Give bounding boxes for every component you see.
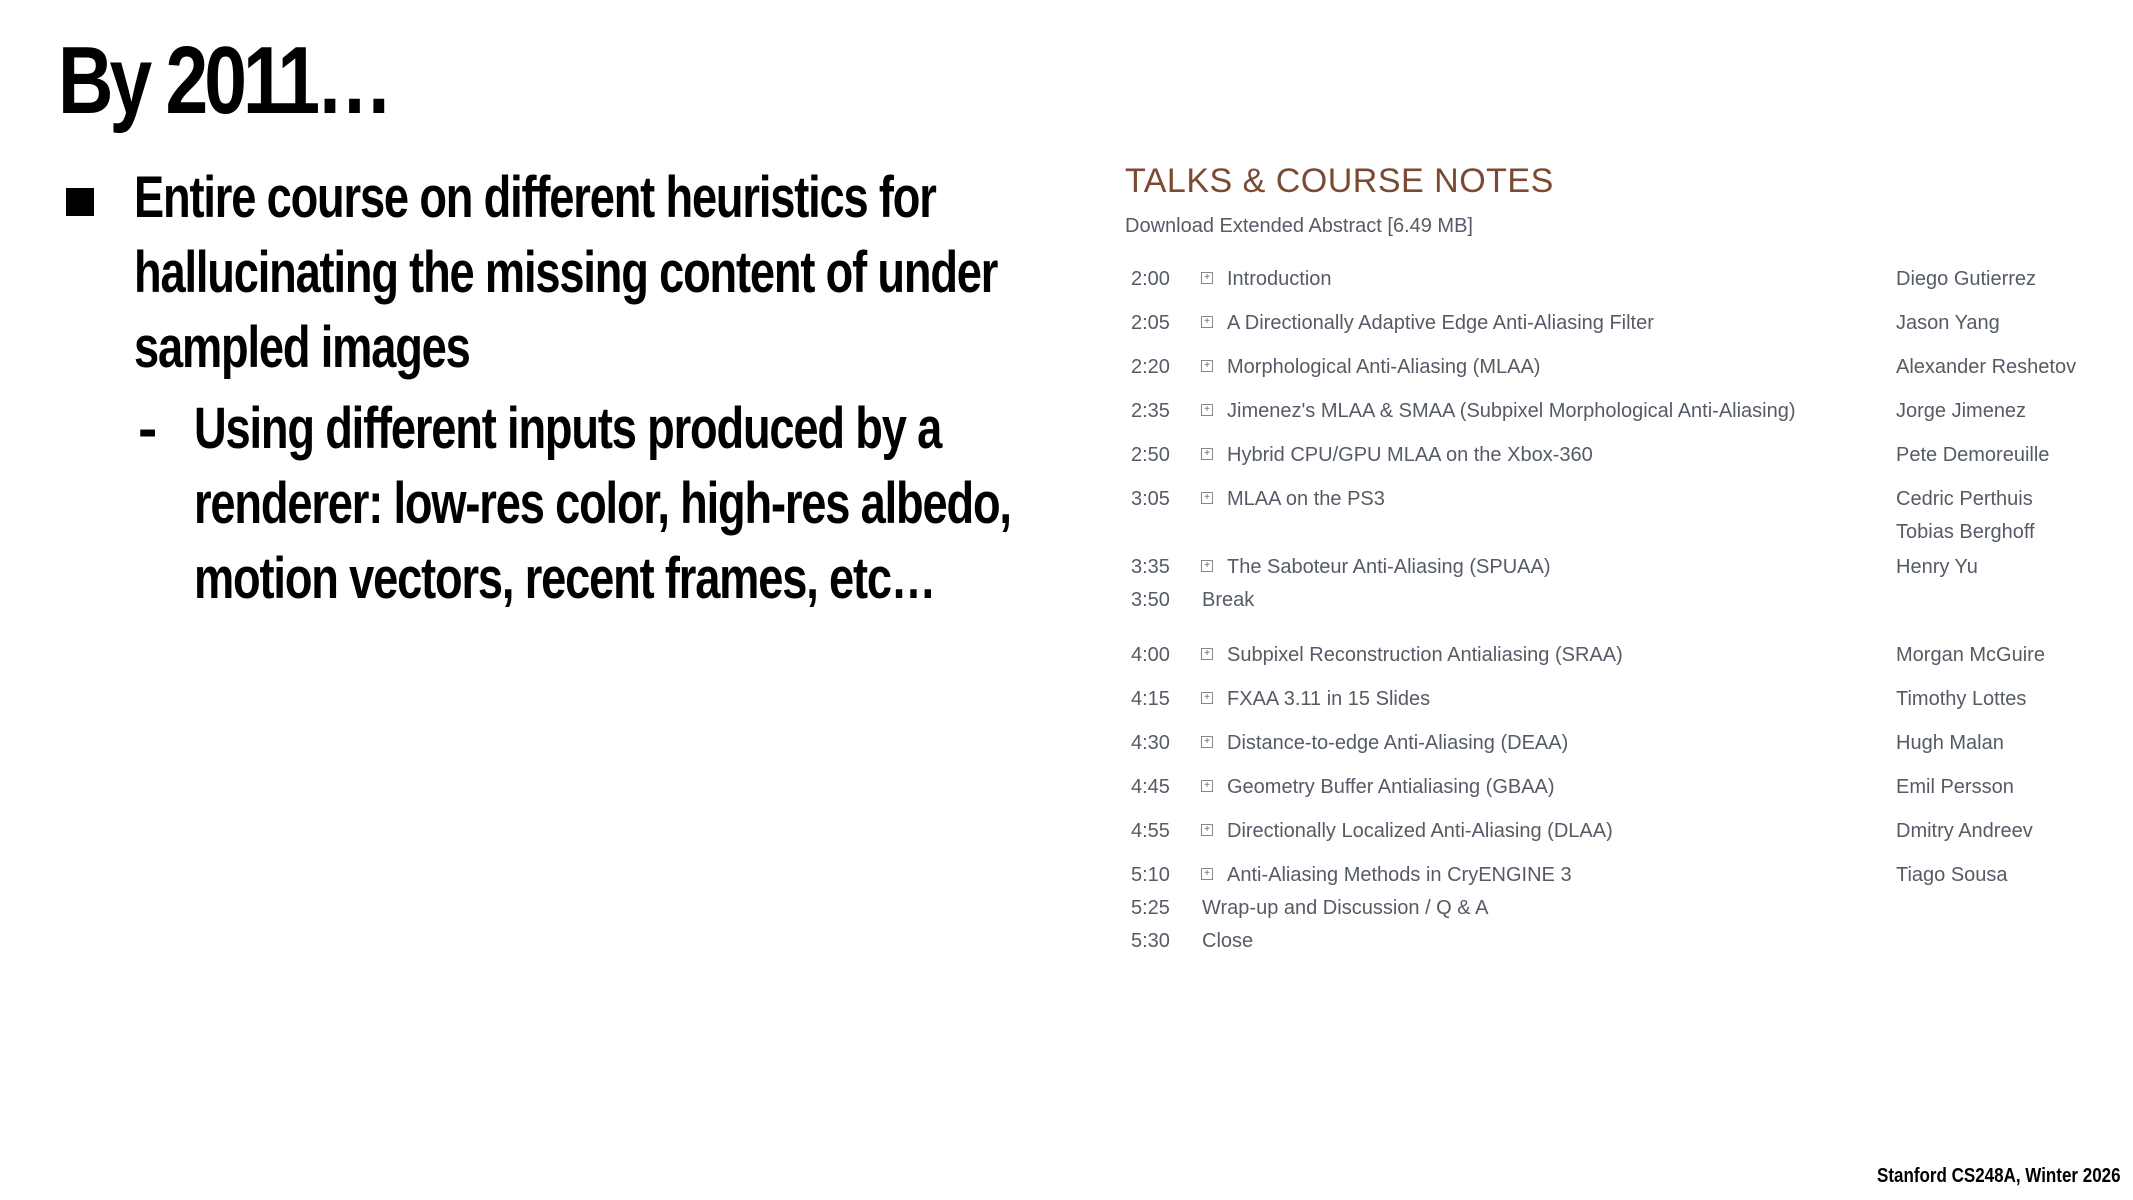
schedule-row (1125, 488, 2105, 521)
talk-title[interactable]: Jimenez's MLAA & SMAA (Subpixel Morphological Anti-Aliasing) (1227, 400, 1796, 422)
expand-icon[interactable]: + (1201, 404, 1213, 416)
speaker-name: Pete Demoreuille (1896, 444, 2050, 466)
dash-bullet-icon: - (138, 396, 158, 461)
time-label: 5:25 (1131, 897, 1170, 919)
time-label: 4:00 (1131, 644, 1170, 666)
speaker-name: Hugh Malan (1896, 732, 2004, 754)
expand-icon[interactable]: + (1201, 360, 1213, 372)
schedule-row (1125, 444, 2105, 488)
speaker-name: Jason Yang (1896, 312, 2000, 334)
talk-title[interactable]: Subpixel Reconstruction Antialiasing (SRAA) (1227, 644, 1623, 666)
talk-title[interactable]: Distance-to-edge Anti-Aliasing (DEAA) (1227, 732, 1569, 754)
talk-title: Close (1202, 930, 1254, 952)
speaker-name: Morgan McGuire (1896, 644, 2045, 666)
talk-title[interactable]: Morphological Anti-Aliasing (MLAA) (1227, 356, 1541, 378)
slide-title: By 2011… (58, 27, 389, 134)
talk-title[interactable]: A Directionally Adaptive Edge Anti-Aliasing Filter (1227, 312, 1654, 334)
schedule-row (1125, 688, 2105, 732)
expand-icon[interactable]: + (1201, 448, 1213, 460)
schedule-row (1125, 356, 2105, 400)
download-abstract-link[interactable]: Download Extended Abstract [6.49 MB] (1125, 215, 1473, 237)
expand-icon[interactable]: + (1201, 780, 1213, 792)
talk-title[interactable]: Anti-Aliasing Methods in CryENGINE 3 (1227, 864, 1572, 886)
talks-panel (1125, 162, 2105, 963)
speaker-name: Emil Persson (1896, 776, 2014, 798)
speaker-name: Tobias Berghoff (1896, 521, 2035, 543)
talk-title: Wrap-up and Discussion / Q & A (1202, 897, 1489, 919)
schedule-row (1125, 776, 2105, 820)
speaker-name: Dmitry Andreev (1896, 820, 2033, 842)
time-label: 4:15 (1131, 688, 1170, 710)
expand-icon[interactable]: + (1201, 316, 1213, 328)
talk-title[interactable]: MLAA on the PS3 (1227, 488, 1385, 510)
time-label: 3:35 (1131, 556, 1170, 578)
expand-icon[interactable]: + (1201, 868, 1213, 880)
course-footer: Stanford CS248A, Winter 2026 (1877, 1165, 2121, 1187)
talk-title: Break (1202, 589, 1255, 611)
time-label: 4:45 (1131, 776, 1170, 798)
panel-heading: TALKS & COURSE NOTES (1125, 162, 1554, 200)
sub-bullet-item (66, 391, 1086, 616)
speaker-name: Timothy Lottes (1896, 688, 2027, 710)
schedule-row (1125, 312, 2105, 356)
time-label: 2:05 (1131, 312, 1170, 334)
schedule-row-speaker-continuation (1125, 521, 2105, 556)
speaker-name: Jorge Jimenez (1896, 400, 2027, 422)
square-bullet-icon (66, 188, 94, 216)
bullet-list (66, 160, 1086, 616)
schedule-row-break (1125, 589, 2105, 622)
schedule-row (1125, 864, 2105, 897)
expand-icon[interactable]: + (1201, 272, 1213, 284)
talk-title[interactable]: Introduction (1227, 268, 1332, 290)
expand-icon[interactable]: + (1201, 824, 1213, 836)
time-label: 4:55 (1131, 820, 1170, 842)
time-label: 2:00 (1131, 268, 1170, 290)
time-label: 3:50 (1131, 589, 1170, 611)
bullet-item (66, 160, 1086, 385)
speaker-name: Tiago Sousa (1896, 864, 2008, 886)
talk-title[interactable]: Hybrid CPU/GPU MLAA on the Xbox-360 (1227, 444, 1593, 466)
schedule-row-wrapup (1125, 897, 2105, 930)
time-label: 2:20 (1131, 356, 1170, 378)
expand-icon[interactable]: + (1201, 736, 1213, 748)
time-label: 5:30 (1131, 930, 1170, 952)
talk-title[interactable]: The Saboteur Anti-Aliasing (SPUAA) (1227, 556, 1551, 578)
schedule-row (1125, 556, 2105, 589)
schedule-row (1125, 732, 2105, 776)
talk-title[interactable]: FXAA 3.11 in 15 Slides (1227, 688, 1431, 710)
time-label: 4:30 (1131, 732, 1170, 754)
time-label: 2:50 (1131, 444, 1170, 466)
time-label: 3:05 (1131, 488, 1170, 510)
schedule-row (1125, 268, 2105, 312)
time-label: 5:10 (1131, 864, 1170, 886)
speaker-name: Diego Gutierrez (1896, 268, 2037, 290)
talk-title[interactable]: Geometry Buffer Antialiasing (GBAA) (1227, 776, 1555, 798)
speaker-name: Henry Yu (1896, 556, 1978, 578)
expand-icon[interactable]: + (1201, 492, 1213, 504)
sub-bullet-text: Using different inputs produced by a renderer: low-res color, high-res albedo, motion vectors, recent frames, etc… (194, 396, 1011, 611)
schedule-row (1125, 400, 2105, 444)
expand-icon[interactable]: + (1201, 692, 1213, 704)
talk-title[interactable]: Directionally Localized Anti-Aliasing (DLAA) (1227, 820, 1613, 842)
expand-icon[interactable]: + (1201, 560, 1213, 572)
expand-icon[interactable]: + (1201, 648, 1213, 660)
schedule-row-close (1125, 930, 2105, 963)
speaker-name: Alexander Reshetov (1896, 356, 2077, 378)
speaker-name: Cedric Perthuis (1896, 488, 2033, 510)
bullet-text: Entire course on different heuristics for hallucinating the missing content of under sampled images (134, 165, 998, 380)
schedule-row (1125, 644, 2105, 688)
schedule-row (1125, 820, 2105, 864)
time-label: 2:35 (1131, 400, 1170, 422)
